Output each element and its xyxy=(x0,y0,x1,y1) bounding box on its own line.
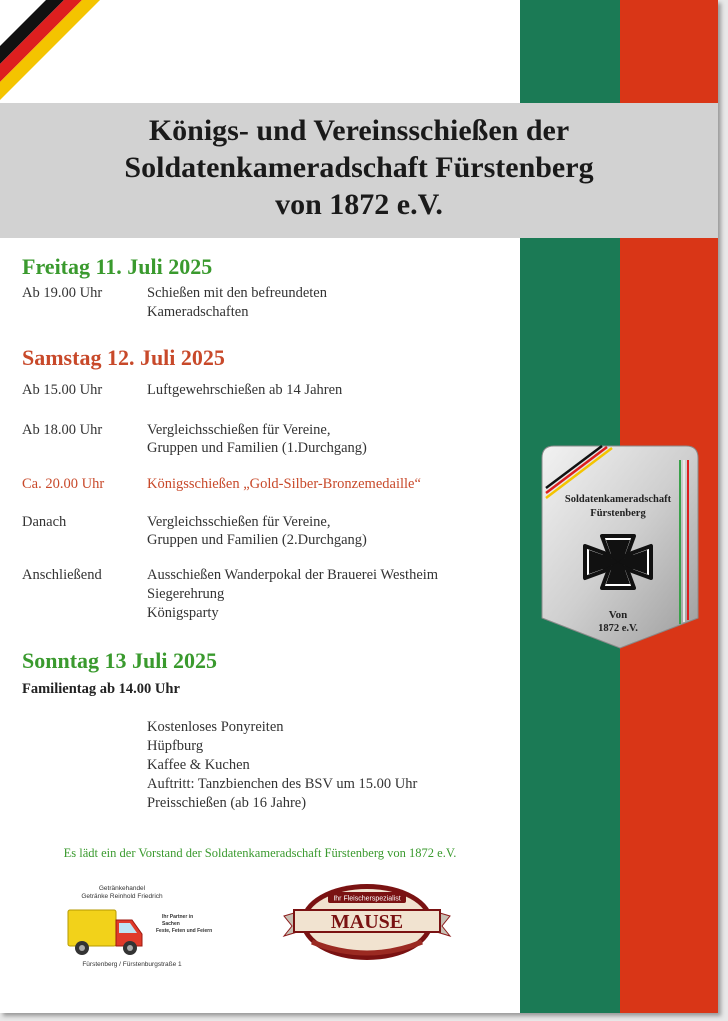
sponsor1-line1: Getränkehandel xyxy=(98,885,146,892)
saturday-event-time: Ca. 20.00 Uhr xyxy=(22,476,105,492)
sunday-heading: Sonntag 13 Juli 2025 xyxy=(22,648,217,673)
association-badge xyxy=(540,444,700,650)
friday-event-desc: Kameradschaften xyxy=(147,304,249,320)
saturday-event-desc: Gruppen und Familien (2.Durchgang) xyxy=(147,532,367,548)
sunday-item: Kostenloses Ponyreiten xyxy=(147,719,284,735)
title-line-1: Königs- und Vereinsschießen der xyxy=(148,114,570,147)
badge-name-line-1: Soldatenkameradschaft xyxy=(564,494,672,505)
sponsor-getraenke-logo xyxy=(62,882,212,972)
title-line-3: von 1872 e.V. xyxy=(275,188,443,221)
saturday-event-desc: Königsschießen „Gold-Silber-Bronzemedaille“ xyxy=(147,476,421,492)
sunday-item: Kaffee & Kuchen xyxy=(147,757,250,773)
sponsor1-tag3: Feste, Feten und Feiern xyxy=(156,928,212,934)
sunday-item: Hüpfburg xyxy=(147,738,204,754)
mause-name: MAUSE xyxy=(330,911,404,933)
sunday-item: Preisschießen (ab 16 Jahre) xyxy=(147,795,307,811)
saturday-event-time: Anschließend xyxy=(22,567,102,583)
friday-event-desc: Schießen mit den befreundeten xyxy=(147,285,327,301)
saturday-event-desc: Vergleichsschießen für Vereine, xyxy=(147,422,331,438)
saturday-event-desc: Vergleichsschießen für Vereine, xyxy=(147,514,331,530)
saturday-event-desc: Luftgewehrschießen ab 14 Jahren xyxy=(147,382,343,398)
mause-tagline: Ihr Fleischerspezialist xyxy=(333,895,401,903)
sponsor1-line2: Getränke Reinhold Friedrich xyxy=(81,893,163,900)
truck-icon xyxy=(68,910,142,955)
sponsor1-tag1: Ihr Partner in xyxy=(162,914,194,920)
sponsor1-address: Fürstenberg / Fürstenburgstraße 1 xyxy=(82,961,182,968)
page-title xyxy=(0,112,718,223)
saturday-event-desc: Ausschießen Wanderpokal der Brauerei Westheim xyxy=(147,567,439,583)
friday-event-time: Ab 19.00 Uhr xyxy=(22,285,103,301)
saturday-event-time: Ab 15.00 Uhr xyxy=(22,382,103,398)
sponsor1-tag2: Sachen xyxy=(162,921,180,927)
saturday-heading: Samstag 12. Juli 2025 xyxy=(22,345,225,370)
invitation-text: Es lädt ein der Vorstand der Soldatenkameradschaft Fürstenberg von 1872 e.V. xyxy=(63,846,457,860)
friday-heading: Freitag 11. Juli 2025 xyxy=(22,254,213,279)
badge-year: 1872 e.V. xyxy=(598,623,638,634)
badge-von: Von xyxy=(608,609,628,621)
german-flag-corner xyxy=(0,0,100,100)
saturday-event-desc: Königsparty xyxy=(147,605,219,621)
title-line-2: Soldatenkameradschaft Fürstenberg xyxy=(124,151,594,184)
saturday-event-desc: Gruppen und Familien (1.Durchgang) xyxy=(147,440,367,456)
saturday-event-desc: Siegerehrung xyxy=(147,586,225,602)
sunday-item: Auftritt: Tanzbienchen des BSV um 15.00 Uhr xyxy=(147,776,418,792)
sunday-subheading: Familientag ab 14.00 Uhr xyxy=(22,681,180,697)
badge-name-line-2: Fürstenberg xyxy=(590,508,646,519)
saturday-event-time: Danach xyxy=(22,514,67,530)
sponsor-mause-logo xyxy=(282,882,452,964)
saturday-event-time: Ab 18.00 Uhr xyxy=(22,422,103,438)
